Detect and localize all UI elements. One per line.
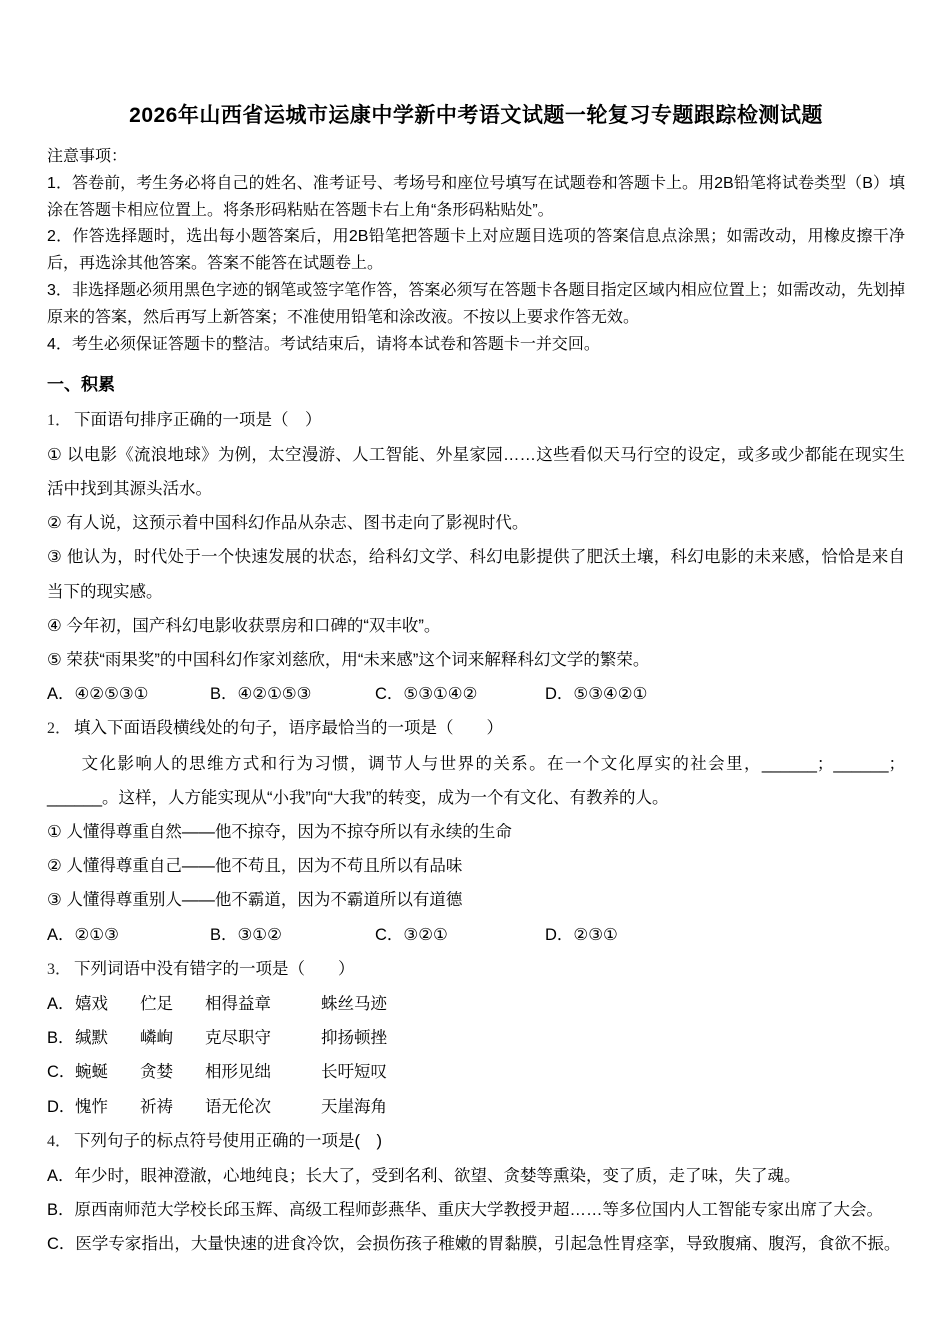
- question-1: [47, 403, 905, 712]
- question-3-row-a-word-1: 嬉戏: [75, 995, 108, 1014]
- question-3-stem: [47, 952, 905, 987]
- question-1-option-b: B．④②①⑤③: [210, 685, 312, 704]
- question-3: [47, 952, 905, 1124]
- question-1-option-a: A．④②⑤③①: [47, 685, 149, 704]
- question-1-sentence-5: ⑤ 荣获“雨果奖”的中国科幻作家刘慈欣，用“未来感”这个词来解释科幻文学的繁荣。: [47, 651, 650, 669]
- question-2-option-a: A．②①③: [47, 925, 119, 944]
- question-3-row-a-word-3: 相得益章: [205, 995, 271, 1014]
- question-1-number: 1．: [47, 411, 72, 429]
- section-heading-accumulation: 一、积累: [47, 375, 115, 395]
- question-1-sentence-1: ① 以电影《流浪地球》为例，太空漫游、人工智能、外星家园……这些看似天马行空的设定，或多或少都能在现实生活中找到其源头活水。: [47, 445, 905, 498]
- question-3-row-b-word-3: 克尽职守: [205, 1029, 271, 1048]
- question-1-option-d: D．⑤③④②①: [545, 685, 648, 704]
- question-1-stem-text: 下面语句排序正确的一项是（ ）: [74, 410, 322, 429]
- question-2-option-b: B．③①②: [210, 925, 282, 944]
- question-3-row-b-word-4: 抑扬顿挫: [321, 1029, 387, 1048]
- question-4-option-b: B．原西南师范大学校长邱玉辉、高级工程师彭燕华、重庆大学教授尹超……等多位国内人工智能专家出席了大会。: [47, 1201, 884, 1220]
- question-3-row-d-word-1: 愧怍: [75, 1097, 108, 1116]
- question-1-sentence-3: ③ 他认为，时代处于一个快速发展的状态，给科幻文学、科幻电影提供了肥沃土壤，科幻电影的未来感，恰恰是来自当下的现实感。: [47, 548, 905, 601]
- question-2-options: [47, 918, 905, 952]
- question-2-option-d: D．②③①: [545, 925, 618, 944]
- document-title: 2026年山西省运城市运康中学新中考语文试题一轮复习专题跟踪检测试题: [129, 104, 823, 127]
- question-3-row-c: [47, 1055, 905, 1089]
- notice-item-4: 4．考生必须保证答题卡的整洁。考试结束后，请将本试卷和答题卡一并交回。: [47, 335, 600, 353]
- question-2-sentence-1: ① 人懂得尊重自然——他不掠夺，因为不掠夺所以有永续的生命: [47, 823, 512, 842]
- question-3-row-a-word-4: 蛛丝马迹: [321, 995, 387, 1014]
- question-4-number: 4．: [47, 1132, 72, 1150]
- question-3-row-d-label: D．: [47, 1097, 76, 1116]
- question-2-option-c: C．③②①: [375, 925, 448, 944]
- question-3-row-a-label: A．: [47, 995, 75, 1014]
- question-2-sentence-2: ② 人懂得尊重自己——他不苟且，因为不苟且所以有品味: [47, 857, 463, 876]
- question-3-row-d-word-3: 语无伦次: [205, 1097, 271, 1116]
- question-4-option-c: C．医学专家指出，大量快速的进食冷饮，会损伤孩子稚嫩的胃黏膜，引起急性胃痉挛，导致腹痛、腹泻，食欲不振。: [47, 1235, 901, 1254]
- question-3-row-c-label: C．: [47, 1063, 76, 1082]
- question-3-row-c-word-4: 长吁短叹: [321, 1063, 387, 1082]
- question-2: [47, 711, 905, 951]
- question-3-row-b-label: B．: [47, 1029, 75, 1048]
- question-3-row-b-word-2: 嶙峋: [140, 1029, 173, 1048]
- notice-section: [47, 144, 905, 358]
- question-3-row-b-word-1: 缄默: [75, 1029, 108, 1048]
- question-3-row-c-word-2: 贪婪: [140, 1063, 173, 1082]
- question-1-sentence-2: ② 有人说，这预示着中国科幻作品从杂志、图书走向了影视时代。: [47, 514, 529, 533]
- questions-body: [47, 368, 905, 1261]
- question-2-stem-text: 填入下面语段横线处的句子，语序最恰当的一项是（ ）: [74, 719, 504, 738]
- question-2-stem: [47, 711, 905, 746]
- question-4: [47, 1124, 905, 1262]
- question-3-row-c-word-1: 蜿蜒: [75, 1063, 108, 1082]
- question-3-row-d-word-2: 祈祷: [140, 1097, 173, 1116]
- question-3-stem-text: 下列词语中没有错字的一项是（ ）: [74, 959, 355, 978]
- question-4-stem: [47, 1124, 905, 1159]
- question-2-number: 2．: [47, 720, 72, 738]
- question-2-passage: 文化影响人的思维方式和行为习惯，调节人与世界的关系。在一个文化厚实的社会里，______；______；______。这样，人方能实现从“小我”向“大我”的转变，成为一个有文化、有教养的人。: [47, 754, 905, 807]
- question-3-number: 3．: [47, 960, 72, 978]
- notice-item-2: 2．作答选择题时，选出每小题答案后，用2B铅笔把答题卡上对应题目选项的答案信息点涂黑；如需改动，用橡皮擦干净后，再选涂其他答案。答案不能答在试题卷上。: [47, 228, 905, 273]
- notice-item-1: 1．答卷前，考生务必将自己的姓名、准考证号、考场号和座位号填写在试题卷和答题卡上。用2B铅笔将试卷类型（B）填涂在答题卡相应位置上。将条形码粘贴在答题卡右上角“条形码粘贴处”。: [47, 174, 905, 219]
- question-3-row-a: [47, 987, 905, 1021]
- notice-heading: 注意事项：: [47, 148, 128, 165]
- question-4-stem-text: 下列句子的标点符号使用正确的一项是( ): [74, 1131, 383, 1150]
- question-1-sentence-4: ④ 今年初，国产科幻电影收获票房和口碑的“双丰收”。: [47, 616, 441, 635]
- question-3-row-c-word-3: 相形见绌: [205, 1063, 271, 1082]
- question-4-option-a: A．年少时，眼神澄澈，心地纯良；长大了，受到名利、欲望、贪婪等熏染，变了质，走了味，失了魂。: [47, 1167, 801, 1186]
- question-3-row-a-word-2: 伫足: [140, 995, 173, 1014]
- question-3-row-d-word-4: 天崖海角: [321, 1097, 387, 1116]
- notice-item-3: 3．非选择题必须用黑色字迹的钢笔或签字笔作答，答案必须写在答题卡各题目指定区域内相应位置上；如需改动，先划掉原来的答案，然后再写上新答案；不准使用铅笔和涂改液。不按以上要求作答无效。: [47, 281, 905, 326]
- question-3-row-d: [47, 1090, 905, 1124]
- question-1-options: [47, 677, 905, 711]
- question-1-stem: [47, 403, 905, 438]
- question-1-option-c: C．⑤③①④②: [375, 685, 478, 704]
- question-3-row-b: [47, 1021, 905, 1055]
- question-2-sentence-3: ③ 人懂得尊重别人——他不霸道，因为不霸道所以有道德: [47, 891, 463, 910]
